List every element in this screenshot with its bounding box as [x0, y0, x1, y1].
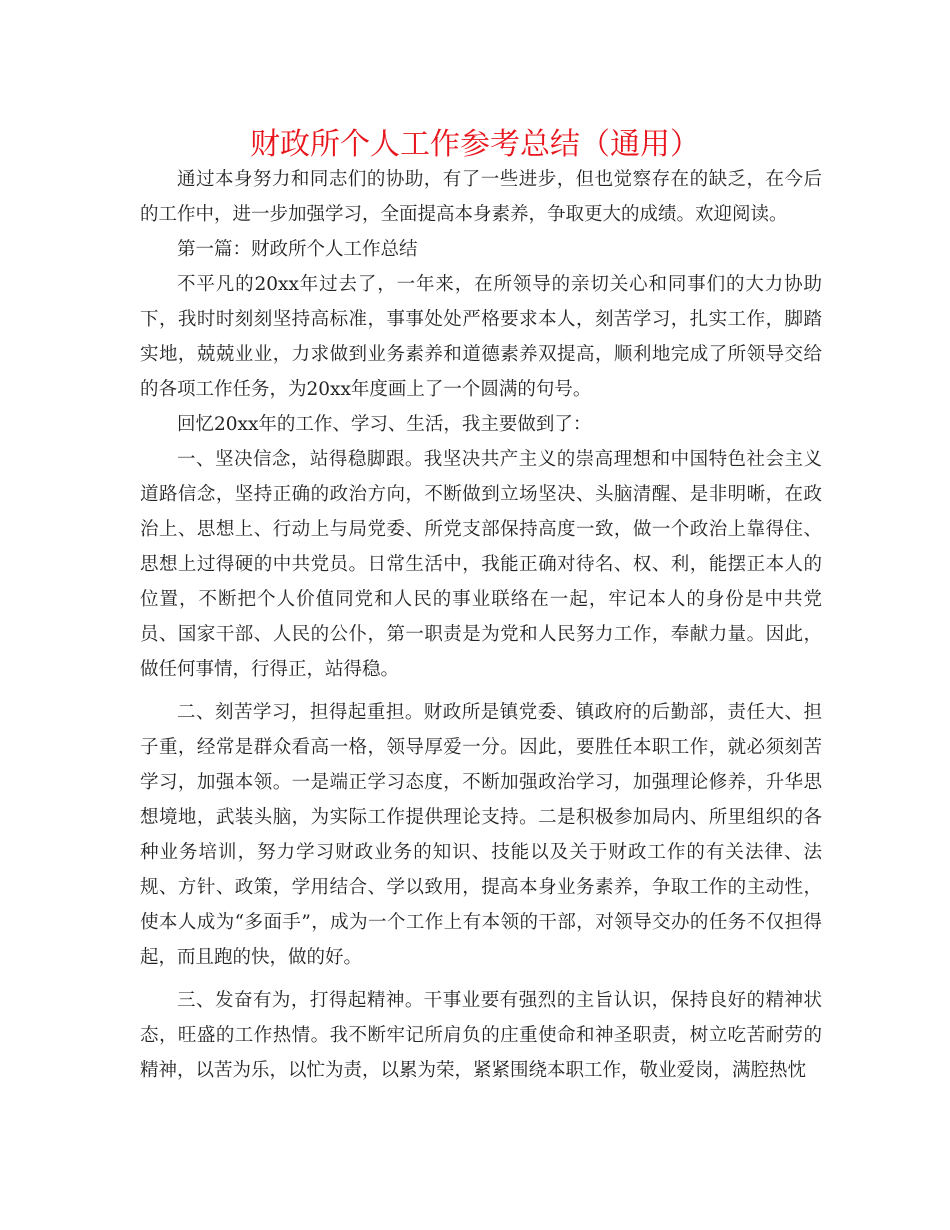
section-heading: 第一篇：财政所个人工作总结	[177, 239, 418, 260]
body-paragraph: 一、坚决信念，站得稳脚跟。我坚决共产主义的崇高理想和中国特色社会主义道路信念，坚持正确的政治方向，不断做到立场坚决、头脑清醒、是非明晰，在政治上、思想上、行动上与局党委、所党支部保持高度一致，做一个政治上靠得住、思想上过得硬的中共党员。日常生活中，我能正确对待名、权、利，能摆正本人的位置，不断把个人价值同党和人民的事业联络在一起，牢记本人的身份是中共党员、国家干部、人民的公仆，第一职责是为党和人民努力工作，奉献力量。因此，做任何事情，行得正，站得稳。	[140, 449, 822, 680]
body-paragraph: 三、发奋有为，打得起精神。干事业要有强烈的主旨认识，保持良好的精神状态，旺盛的工作热情。我不断牢记所肩负的庄重使命和神圣职责，树立吃苦耐劳的精神，以苦为乐，以忙为责，以累为荣，紧紧围绕本职工作，敬业爱岗，满腔热忱	[140, 990, 822, 1081]
intro-paragraph: 通过本身努力和同志们的协助，有了一些进步，但也觉察存在的缺乏，在今后的工作中，进一步加强学习，全面提高本身素养，争取更大的成绩。欢迎阅读。	[140, 169, 822, 225]
body-paragraph: 不平凡的20xx年过去了，一年来，在所领导的亲切关心和同事们的大力协助下，我时时刻刻坚持高标准，事事处处严格要求本人，刻苦学习，扎实工作，脚踏实地，兢兢业业，力求做到业务素养和道德素养双提高，顺利地完成了所领导交给的各项工作任务，为20xx年度画上了一个圆满的句号。	[140, 274, 822, 400]
document-body	[140, 162, 822, 1088]
document-title: 财政所个人工作参考总结（通用）	[250, 127, 700, 162]
body-paragraph: 回忆20xx年的工作、学习、生活，我主要做到了：	[177, 414, 592, 435]
body-paragraph: 二、刻苦学习，担得起重担。财政所是镇党委、镇政府的后勤部，责任大、担子重，经常是群众看高一格，领导厚爱一分。因此，要胜任本职工作，就必须刻苦学习，加强本领。一是端正学习态度，不断加强政治学习，加强理论修养，升华思想境地，武装头脑，为实际工作提供理论支持。二是积极参加局内、所里组织的各种业务培训，努力学习财政业务的知识、技能以及关于财政工作的有关法律、法规、方针、政策，学用结合、学以致用，提高本身业务素养，争取工作的主动性，使本人成为“多面手”，成为一个工作上有本领的干部，对领导交办的任务不仅担得起，而且跑的快，做的好。	[140, 702, 822, 968]
